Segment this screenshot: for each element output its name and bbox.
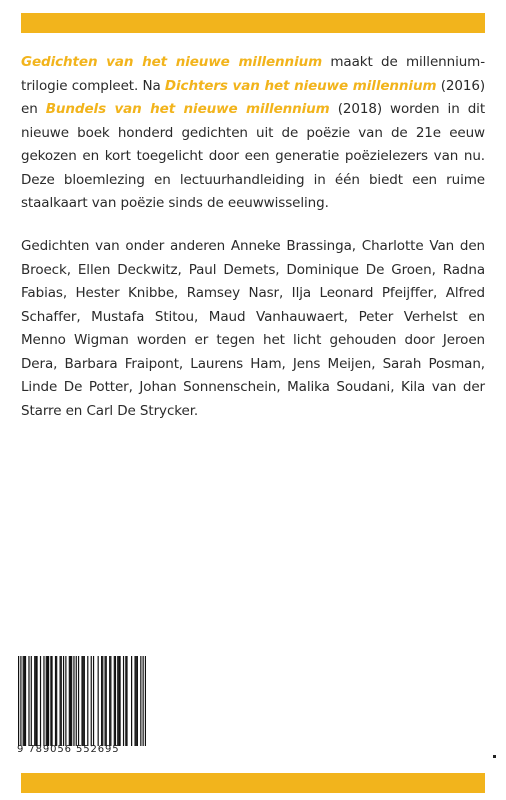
- barcode-bar: [24, 656, 25, 746]
- barcode-bar: [106, 656, 107, 746]
- barcode-bar: [136, 656, 137, 746]
- barcode-bar: [125, 656, 126, 746]
- barcode-bar: [35, 656, 36, 746]
- barcode-bar: [143, 656, 144, 746]
- barcode-bar: [104, 656, 105, 746]
- barcode-bar: [83, 656, 84, 746]
- barcode-bar: [102, 656, 103, 746]
- barcode-bar: [51, 656, 52, 746]
- barcode-bar: [73, 656, 74, 746]
- barcode-bar: [117, 656, 118, 746]
- barcode-bar: [91, 656, 92, 746]
- barcode-bar: [137, 656, 138, 746]
- barcode-bar: [140, 656, 141, 746]
- barcode-bar: [126, 656, 127, 746]
- previous-book-title-2: Bundels van het nieuwe millennium: [45, 101, 330, 117]
- barcode-bar: [109, 656, 110, 746]
- barcode-bar: [131, 656, 132, 746]
- bottom-accent-band: [21, 773, 485, 793]
- previous-book-title-1: Dichters van het nieuwe millennium: [164, 77, 437, 94]
- barcode-bar: [145, 656, 146, 746]
- barcode-bar: [84, 656, 85, 746]
- barcode-bar: [61, 656, 62, 746]
- barcode-bar: [81, 656, 82, 746]
- barcode-bar: [110, 656, 111, 746]
- barcode-bar: [76, 656, 77, 746]
- description-text: (2018) worden in dit nieuwe boek honderd gedichten uit de poëzie van de 21e eeuw gekozen en kort toegelicht door een generatie poëzielezers van nu. Deze bloemlezing en lectuurhandleiding in één biedt een ruime staalkaart van poëzie sinds de eeuwwisseling.: [21, 101, 486, 211]
- barcode-bar: [69, 656, 70, 746]
- barcode-bar: [93, 656, 94, 746]
- barcode-bar: [123, 656, 124, 746]
- barcode-bar: [31, 656, 32, 746]
- barcode-bar: [63, 656, 64, 746]
- description-text: (2016) en: [21, 77, 486, 117]
- barcode-bar: [56, 656, 57, 746]
- top-accent-band: [21, 13, 485, 33]
- barcode-bar: [71, 656, 72, 746]
- isbn-number: 9 789056 552695: [17, 744, 120, 755]
- barcode-bar: [118, 656, 119, 746]
- barcode-bar: [65, 656, 66, 746]
- barcode-bar: [40, 656, 41, 746]
- barcode-bar: [46, 656, 47, 746]
- barcode-bar: [119, 656, 120, 746]
- barcode-bars: [18, 656, 146, 746]
- barcode-bar: [114, 656, 115, 746]
- barcode-bar: [36, 656, 37, 746]
- barcode-bar: [43, 656, 44, 746]
- barcode-bar: [101, 656, 102, 746]
- barcode-bar: [50, 656, 51, 746]
- barcode-bar: [78, 656, 79, 746]
- barcode-bar: [20, 656, 21, 746]
- barcode-bar: [23, 656, 24, 746]
- barcode-bar: [34, 656, 35, 746]
- description-text: maakt de millennium-trilogie compleet. Na: [21, 54, 485, 94]
- contributors-paragraph: Gedichten van onder anderen Anneke Brassinga, Charlotte Van den Broeck, Ellen Deckwitz, Paul Demets, Dominique De Groen, Radna Fabias, Hester Knibbe, Ramsey Nasr, Ilja Leonard Pfeijffer, Alfred Schaffer, Mustafa Stitou, Maud Vanhauwaert, Peter Verhelst en Menno Wigman worden er tegen het licht gehouden door Jeroen Dera, Barbara Fraipont, Laurens Ham, Jens Meijen, Sarah Posman, Linde De Potter, Johan Sonnenschein, Malika Soudani, Kila van der Starre en Carl De Strycker.: [21, 238, 485, 419]
- barcode-bar: [55, 656, 56, 746]
- barcode-bar: [47, 656, 48, 746]
- barcode-bar: [98, 656, 99, 746]
- barcode-bar: [28, 656, 29, 746]
- barcode-bar: [25, 656, 26, 746]
- book-title: Gedichten van het nieuwe millennium: [21, 54, 323, 70]
- corner-mark: [493, 755, 496, 758]
- barcode-bar: [87, 656, 88, 746]
- barcode-bar: [134, 656, 135, 746]
- barcode: [18, 656, 146, 746]
- barcode-bar: [60, 656, 61, 746]
- barcode-bar: [48, 656, 49, 746]
- barcode-bar: [18, 656, 19, 746]
- description-paragraph: [21, 51, 485, 216]
- barcode-bar: [115, 656, 116, 746]
- barcode-bar: [70, 656, 71, 746]
